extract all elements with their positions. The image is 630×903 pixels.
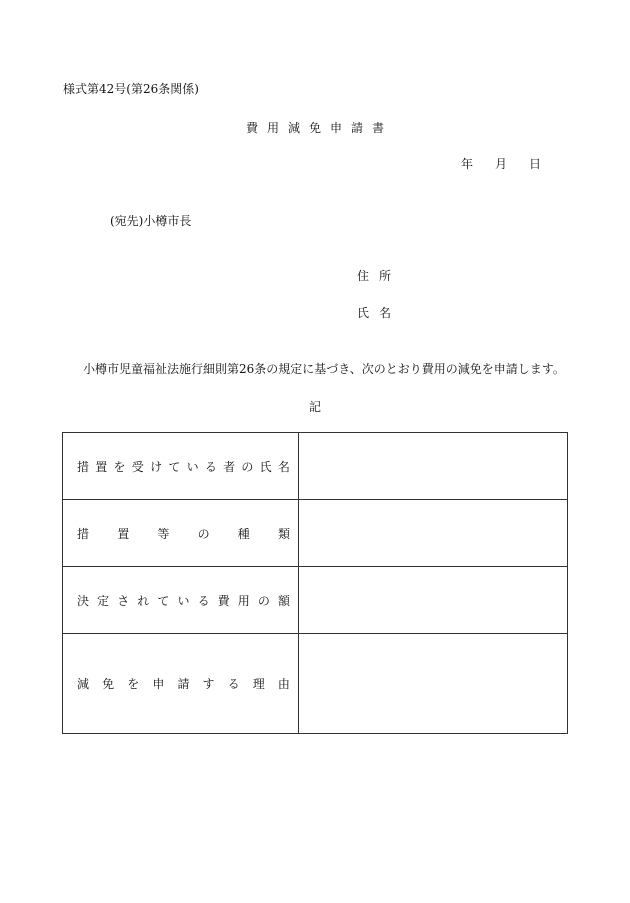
label-char: す	[202, 677, 215, 691]
document-title: 費用減免申請書	[245, 121, 393, 135]
request-sentence: 小樽市児童福祉法施行細則第26条の規定に基づき、次のとおり費用の減免を申請します。	[83, 362, 565, 376]
label-char: 請	[177, 677, 190, 691]
date-line	[461, 155, 541, 172]
month-label: 月	[495, 157, 508, 171]
label-char: る	[204, 459, 217, 474]
label-char: 由	[277, 677, 290, 691]
label-char: 額	[277, 593, 290, 608]
label-char: 減	[77, 677, 90, 691]
table-row	[63, 634, 568, 734]
addressee: (宛先)小樽市長	[110, 214, 192, 228]
label-char: 免	[102, 677, 115, 691]
label-char: の	[241, 459, 254, 474]
label-char: れ	[137, 593, 150, 608]
row-label-cell	[63, 567, 299, 634]
label-char: 措	[77, 459, 90, 474]
form-number: 様式第42号(第26条関係)	[63, 82, 199, 96]
label-char: の	[197, 526, 210, 541]
label-char: 決	[77, 593, 90, 608]
note-mark: 記	[308, 400, 321, 414]
label-char: 用	[237, 593, 250, 608]
row-value-cell[interactable]	[299, 634, 568, 734]
label-char: さ	[117, 593, 130, 608]
label-char: て	[157, 593, 170, 608]
label-char: 理	[252, 677, 265, 691]
label-char: け	[150, 459, 163, 474]
label-char: 氏	[259, 459, 272, 474]
label-char: る	[227, 677, 240, 691]
label-char: 名	[277, 459, 290, 474]
day-label: 日	[529, 157, 542, 171]
row-label-cell	[63, 500, 299, 567]
row-value-cell[interactable]	[299, 433, 568, 500]
label-char: 置	[95, 459, 108, 474]
label-char: る	[197, 593, 210, 608]
label-char: 種	[237, 526, 250, 541]
row-value-cell[interactable]	[299, 500, 568, 567]
label-char: 受	[131, 459, 144, 474]
items-table	[62, 432, 568, 734]
label-char: い	[177, 593, 190, 608]
label-char: 者	[223, 459, 236, 474]
label-char: て	[168, 459, 181, 474]
row-label	[77, 592, 290, 609]
name-label: 氏名	[357, 306, 402, 320]
label-char: 定	[97, 593, 110, 608]
row-label	[77, 458, 290, 475]
label-char: 置	[117, 526, 130, 541]
table-row	[63, 567, 568, 634]
label-char: 類	[277, 526, 290, 541]
year-label: 年	[461, 157, 474, 171]
table-row	[63, 500, 568, 567]
label-char: の	[257, 593, 270, 608]
label-char: 申	[152, 677, 165, 691]
label-char: を	[127, 677, 140, 691]
table-row	[63, 433, 568, 500]
label-char: い	[186, 459, 199, 474]
row-label	[77, 525, 290, 542]
label-char: 等	[157, 526, 170, 541]
label-char: 費	[217, 593, 230, 608]
address-label: 住所	[357, 269, 402, 283]
label-char: を	[113, 459, 126, 474]
row-value-cell[interactable]	[299, 567, 568, 634]
label-char: 措	[77, 526, 90, 541]
row-label	[77, 675, 290, 692]
row-label-cell	[63, 433, 299, 500]
row-label-cell	[63, 634, 299, 734]
